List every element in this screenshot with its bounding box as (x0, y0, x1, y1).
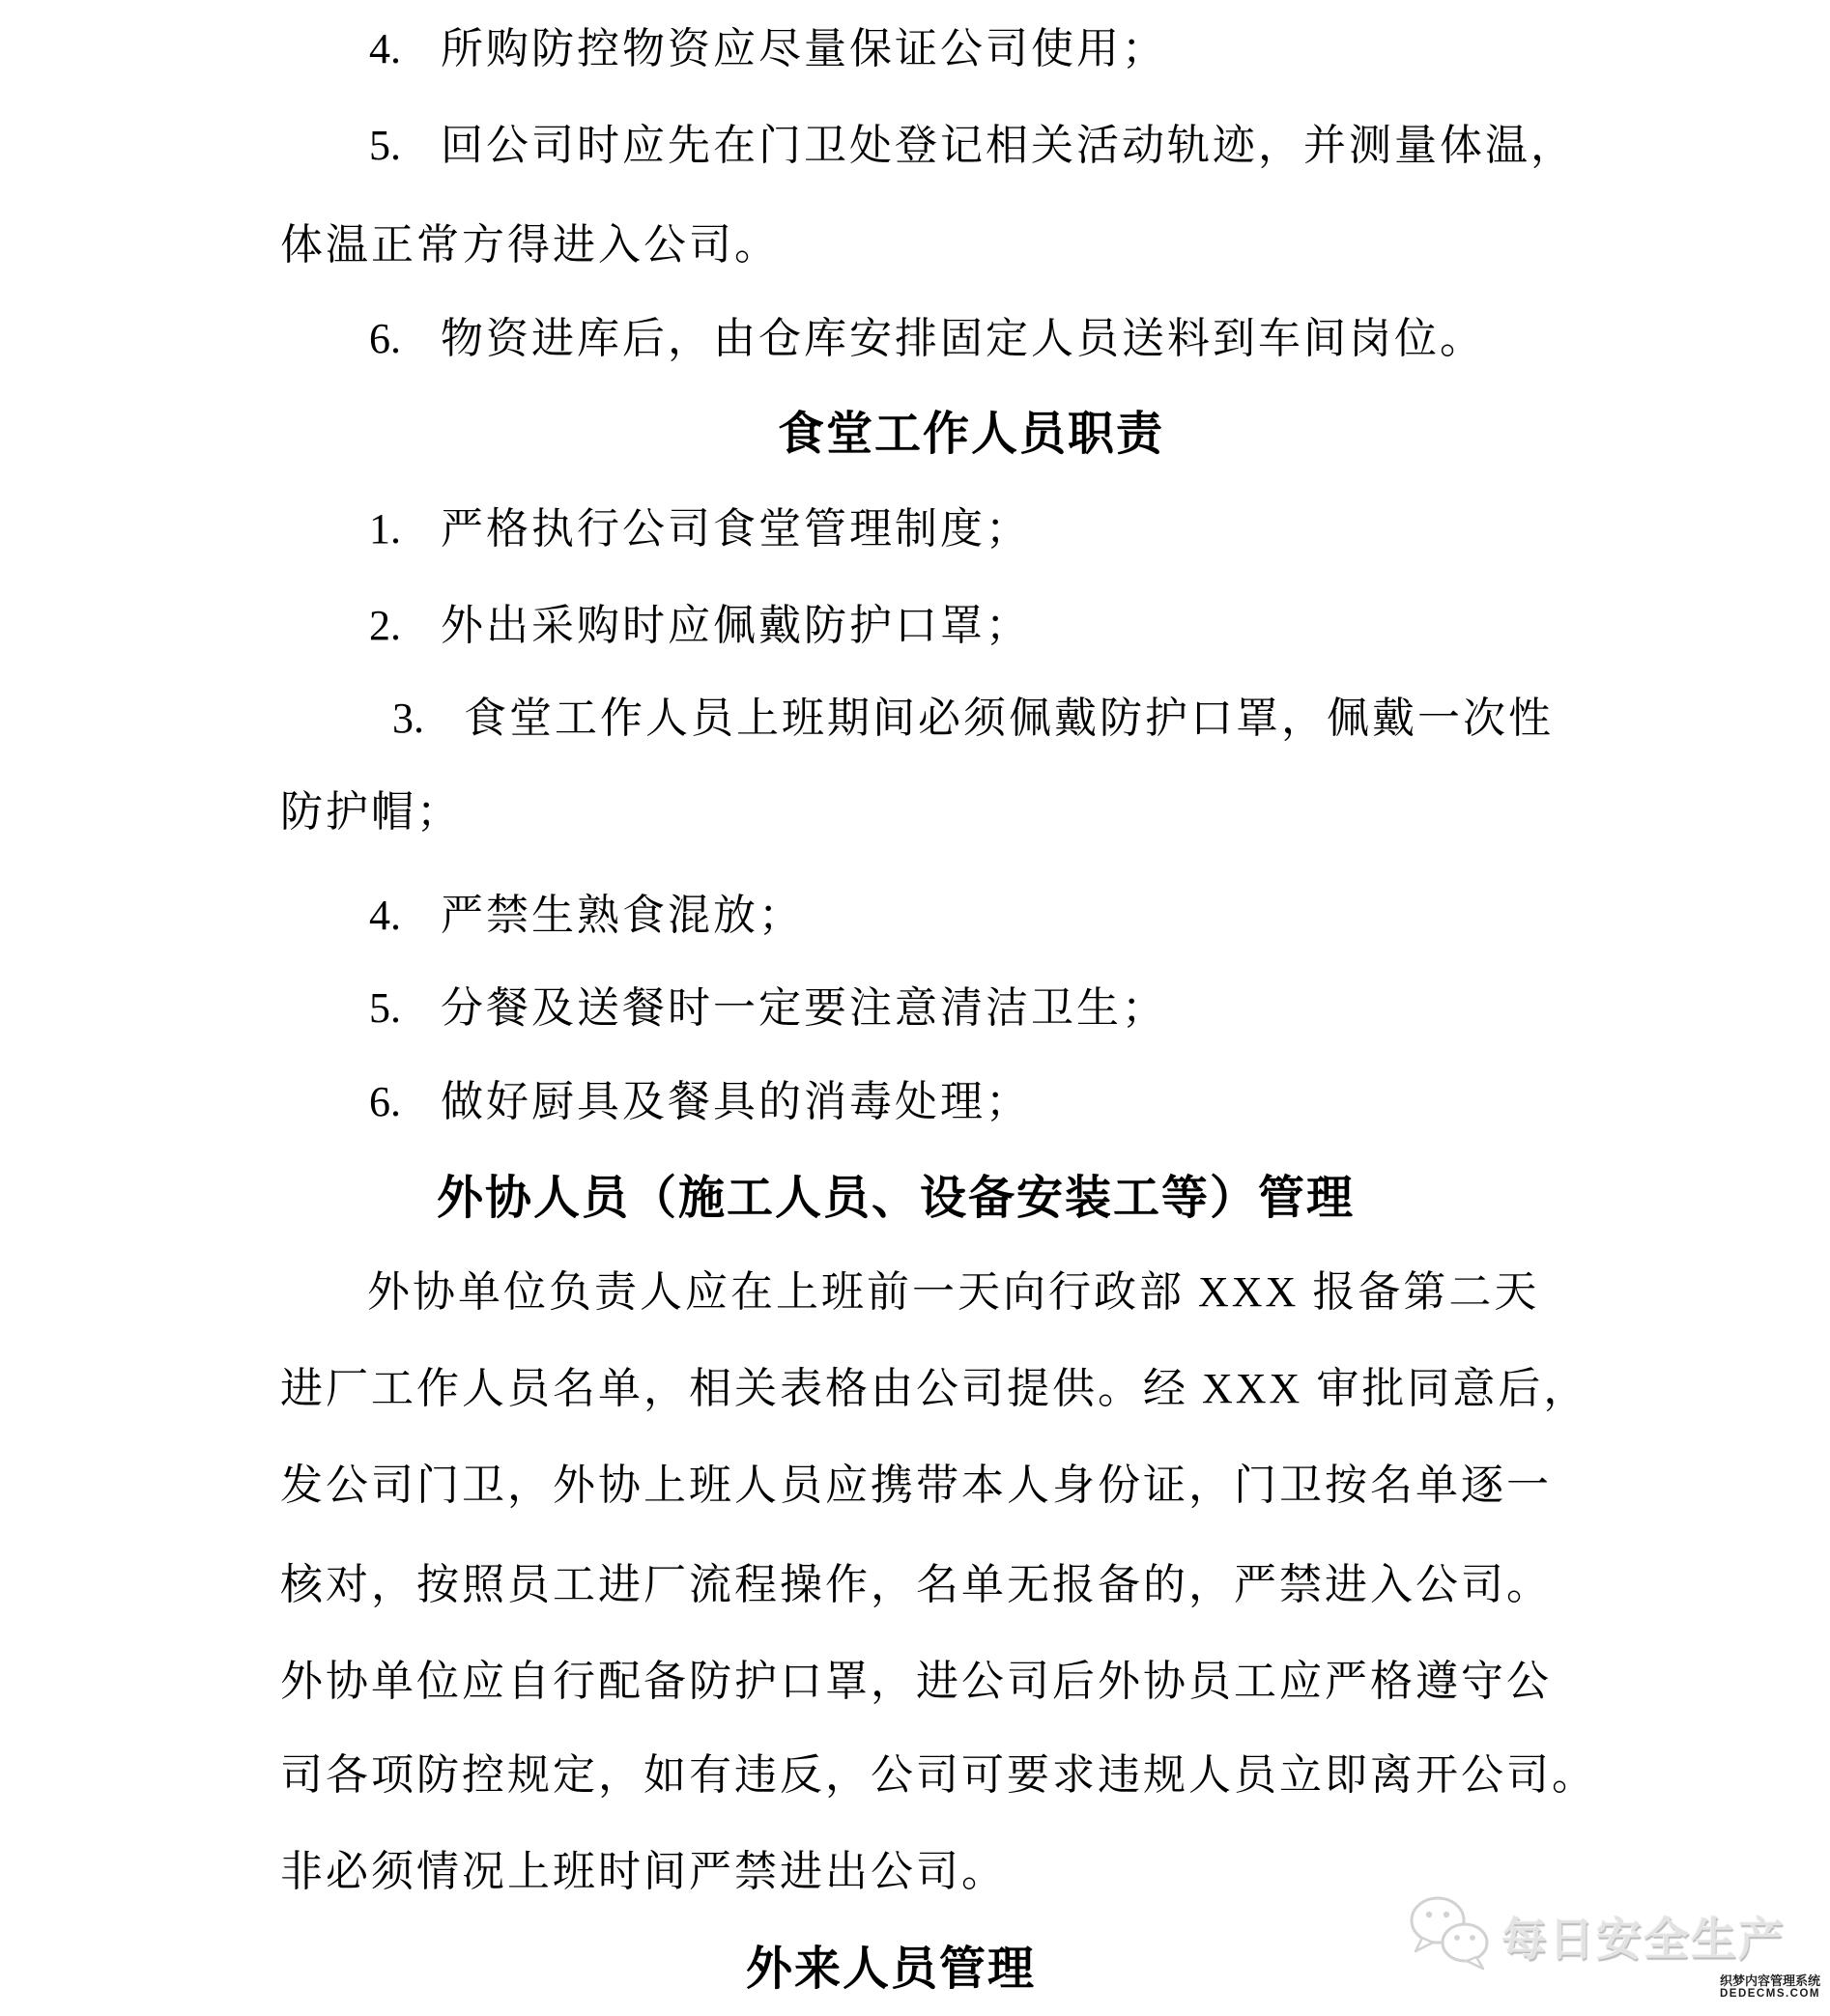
list-number: 2. (369, 602, 401, 649)
list-text: 回公司时应先在门卫处登记相关活动轨迹，并测量体温， (441, 122, 1576, 169)
cms-credit-chinese: 织梦内容管理系统 (1719, 1973, 1820, 1988)
doc-line: 体温正常方得进入公司。 (280, 221, 780, 269)
doc-line (369, 25, 1167, 74)
doc-line: 非必须情况上班时间严禁进出公司。 (280, 1848, 1007, 1895)
doc-line (369, 122, 1576, 171)
cms-credit-domain: DEDECMS.COM (1719, 1987, 1821, 2000)
list-text: 食堂工作人员上班期间必须佩戴防护口罩，佩戴一次性 (464, 695, 1554, 742)
cms-credit (1716, 1974, 1824, 2000)
list-number: 4. (369, 892, 401, 939)
doc-line (369, 984, 1167, 1034)
doc-line: 司各项防控规定，如有违反，公司可要求违规人员立即离开公司。 (280, 1751, 1597, 1799)
list-text: 严格执行公司食堂管理制度； (441, 505, 1031, 553)
list-text: 物资进库后，由仓库安排固定人员送料到车间岗位。 (441, 315, 1485, 362)
list-number: 6. (369, 315, 401, 362)
list-text: 做好厨具及餐具的消毒处理； (441, 1078, 1031, 1125)
brand-watermark (1409, 1895, 1815, 1976)
list-text: 分餐及送餐时一定要注意清洁卫生； (441, 984, 1167, 1032)
list-text: 所购防控物资应尽量保证公司使用； (441, 25, 1167, 72)
list-number: 4. (369, 25, 401, 72)
section-heading: 食堂工作人员职责 (777, 409, 1164, 460)
doc-line (392, 695, 1554, 744)
doc-line: 发公司门卫，外协上班人员应携带本人身份证，门卫按名单逐一 (280, 1462, 1552, 1509)
watermark-brand-text: 每日安全生产 (1501, 1913, 1786, 1965)
doc-line: 外协单位应自行配备防护口罩，进公司后外协员工应严格遵守公 (280, 1658, 1552, 1705)
list-number: 1. (369, 505, 401, 553)
doc-line: 核对，按照员工进厂流程操作，名单无报备的，严禁进入公司。 (280, 1561, 1552, 1608)
list-text: 外出采购时应佩戴防护口罩； (441, 602, 1031, 649)
doc-line (369, 315, 1485, 364)
section-heading: 外来人员管理 (745, 1944, 1036, 1995)
section-heading: 外协人员（施工人员、设备安装工等）管理 (436, 1173, 1355, 1224)
list-number: 5. (369, 984, 401, 1032)
doc-line: 防护帽； (280, 788, 462, 836)
doc-line (369, 1078, 1031, 1127)
doc-line (369, 505, 1031, 554)
doc-line: 进厂工作人员名单，相关表格由公司提供。经 XXX 审批同意后， (280, 1365, 1589, 1412)
doc-line: 外协单位负责人应在上班前一天向行政部 XXX 报备第二天 (367, 1268, 1540, 1316)
list-number: 3. (392, 695, 424, 742)
list-text: 严禁生熟食混放； (441, 892, 804, 939)
list-number: 5. (369, 122, 401, 169)
doc-line (369, 602, 1031, 651)
doc-line (369, 892, 804, 941)
list-number: 6. (369, 1078, 401, 1125)
wechat-icon (1409, 1895, 1496, 1977)
